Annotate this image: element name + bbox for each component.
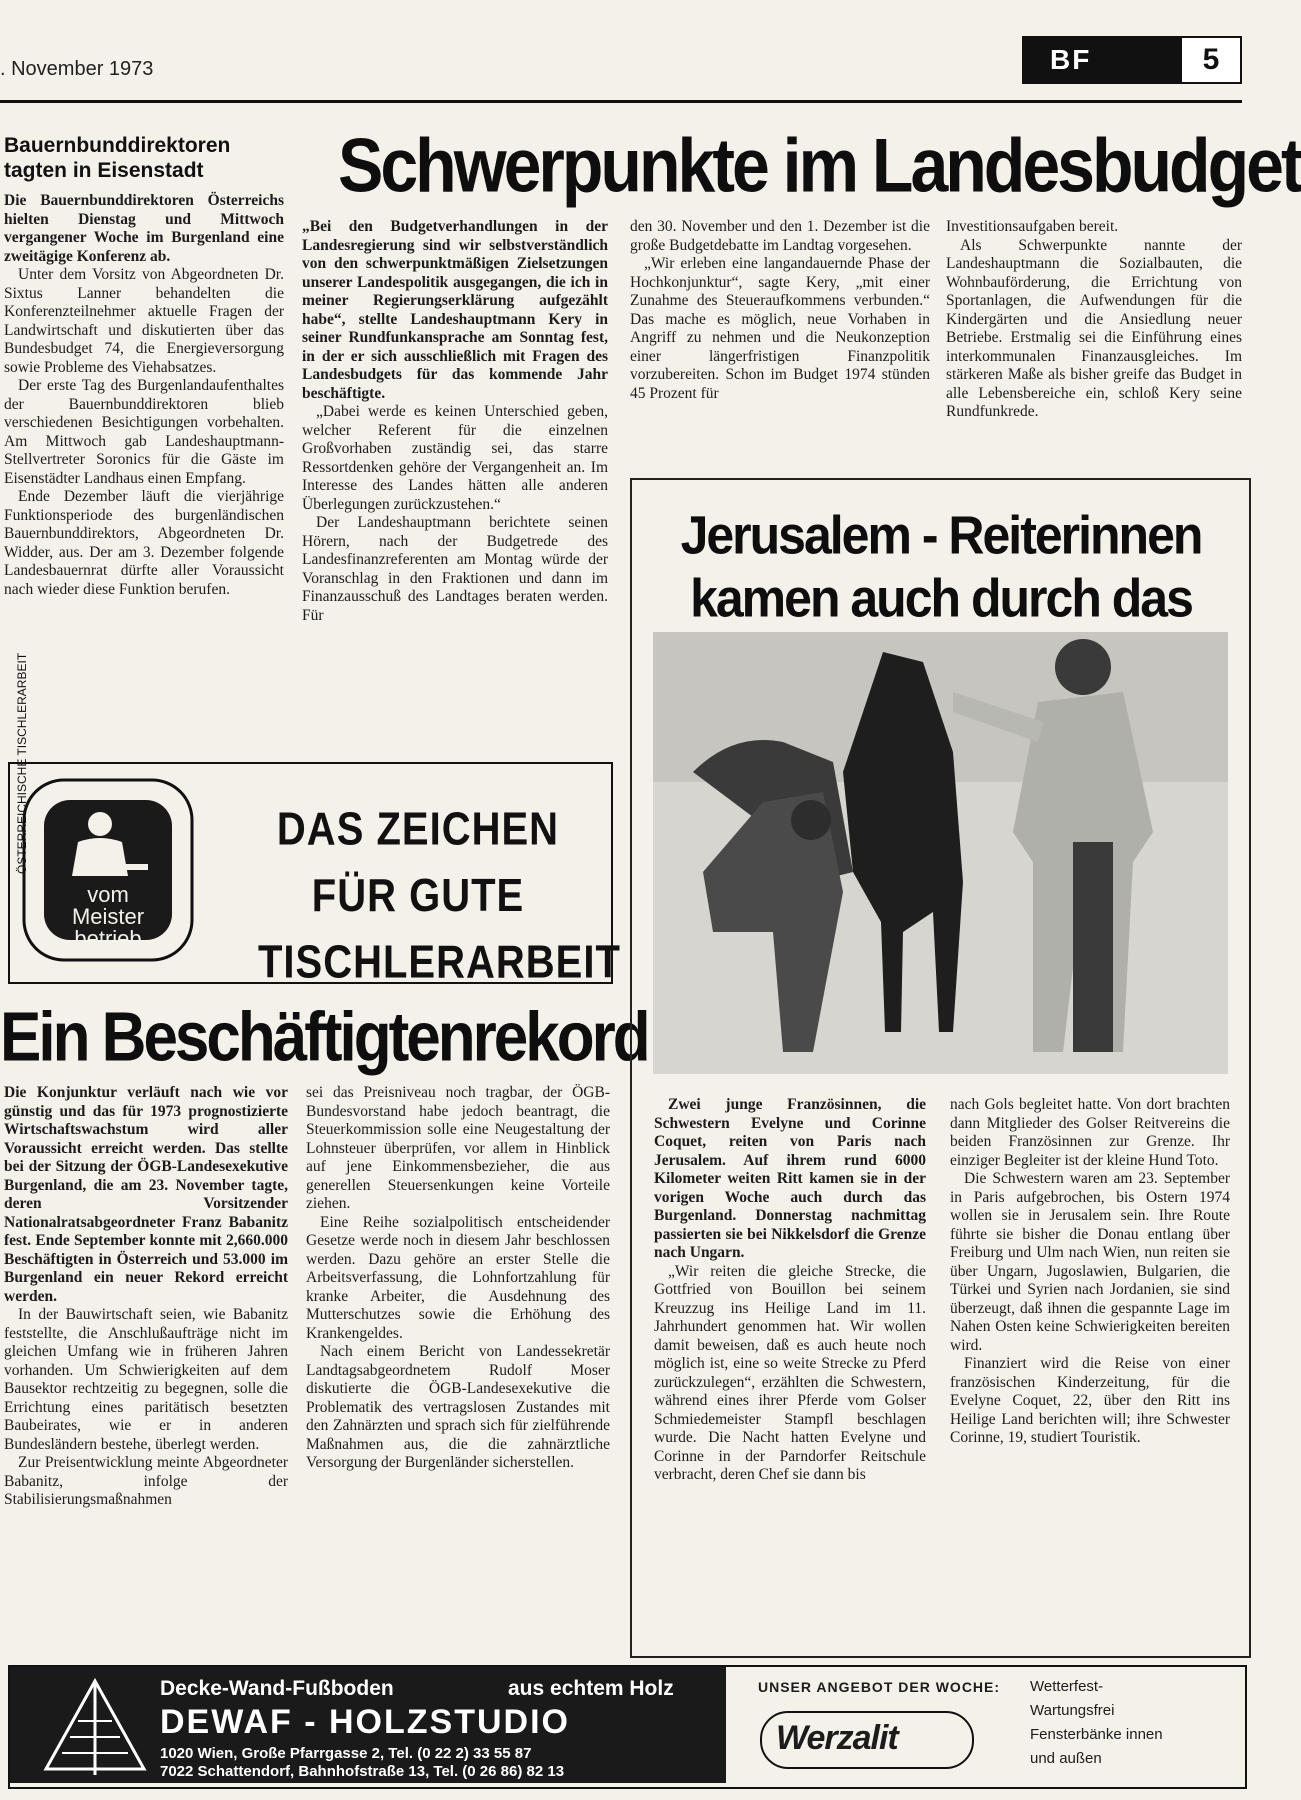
bauern-lead: Die Bauernbunddirektoren Österreichs hielten Dienstag und Mittwoch vergangener Woche im Burgenland eine zweitägige Konferenz ab. (4, 192, 284, 265)
dewaf-logo-icon (40, 1677, 150, 1777)
tischler-seal (15, 652, 198, 968)
jerusalem-headline: Jerusalem - Reiterinnen kamen auch durch das (680, 505, 1202, 629)
top-rule (0, 100, 1242, 103)
issue-date: . November 1973 (0, 58, 154, 80)
dewaf-address: 7022 Schattendorf, Bahnhofstraße 13, Tel. (0 26 86) 82 13 (160, 1763, 565, 1780)
slogan-line: DAS ZEICHEN (276, 804, 560, 855)
employment-paragraph: Zur Preisentwicklung meinte Abgeordneter Babanitz, infolge der Stabilisierungsmaßnahmen (4, 1454, 288, 1508)
bauern-headline: Bauernbunddirektoren tagten in Eisenstadt (4, 134, 231, 182)
jerusalem-col-2 (950, 1096, 1230, 1448)
offer-line: Wartungsfrei (1030, 1702, 1115, 1719)
budget-col-1 (302, 218, 608, 625)
bauern-article (4, 192, 284, 599)
offer-list (1030, 1675, 1163, 1771)
seal-line: vom (87, 882, 129, 907)
seal-ring-text: ÖSTERREICHISCHE TISCHLERARBEIT (15, 652, 29, 874)
dewaf-panel (10, 1667, 726, 1783)
offer-line: Wetterfest- (1030, 1678, 1104, 1695)
werzalit-logo (760, 1711, 974, 1769)
employment-col-2 (306, 1084, 610, 1473)
offer-line: Fensterbänke innen (1030, 1726, 1163, 1743)
seal-line: betrieb (74, 926, 142, 951)
jerusalem-paragraph: Finanziert wird die Reise von einer französischen Kinderzeitung, für die Evelyne Coquet, 22, über den Ritt ins Heilige Land berichten will; ihre Schwester Corinne, 19, studiert Touristik. (950, 1355, 1230, 1446)
dewaf-tagline-right: aus echtem Holz (508, 1677, 674, 1700)
seal-line: Meister (71, 904, 145, 929)
budget-col-2 (630, 218, 930, 403)
bauern-paragraph: Der erste Tag des Burgenlandaufenthaltes der Bauernbunddirektoren blieb verschiedenen Besichtigungen vorbehalten. Am Mittwoch gab Landeshauptmann-Stellvertreter Soronics für die Gäste im Eisenstädter Landhaus einen Empfang. (4, 377, 284, 487)
jerusalem-paragraph: „Wir reiten die gleiche Strecke, die Gottfried von Bouillon bei seinem Kreuzzug ins Heilige Land im 11. Jahrhundert genommen hat. Wir wollen damit beweisen, daß es auch heute noch möglich ist, eine so weite Strecke zu Pferd zurückzulegen“, erzählten die Schwestern, während eines ihrer Pferde vom Golser Schmiedemeister Stampfl beschlagen wurde. Die Nacht hatten Evelyne und Corinne in der Parndorfer Reitschule verbracht, deren Chef sie dann bis (654, 1262, 926, 1483)
photo-graphic (653, 632, 1228, 1074)
jerusalem-col-1 (654, 1096, 926, 1485)
bauern-paragraph: Ende Dezember läuft die vierjährige Funktionsperiode des burgenländischen Bauernbunddirektors, Abgeordneten Dr. Widder, aus. Der am 3. Dezember folgende Landesbauernrat dürfte aller Voraussicht nach wieder diese Funktion berufen. (4, 488, 284, 598)
employment-paragraph: sei das Preisniveau noch tragbar, der ÖGB-Bundesvorstand habe jedoch beantragt, die Steuerkommission solle eine Neugestaltung der Lohnsteuer überprüfen, vor allem in Hinblick auf jene Einkommensbezieher, die aus generellen Steuersenkungen keine Vorteile ziehen. (306, 1084, 610, 1212)
employment-paragraph: In der Bauwirtschaft seien, wie Babanitz feststellte, die Anschlußaufträge nicht im gleichen Umfang wie in früheren Jahren vorhanden. Um Schwierigkeiten auf dem Bausektor rechtzeitig zu begegnen, solle die Errichtung eines paritätisch besetzten Baubeirates, wie er in anderen Bundesländern bestehe, überlegt werden. (4, 1306, 288, 1453)
offer-line: und außen (1030, 1750, 1102, 1767)
budget-paragraph: den 30. November und den 1. Dezember ist die große Budgetdebatte im Landtag vorgesehen. (630, 218, 930, 254)
budget-paragraph: „Dabei werde es keinen Unterschied geben, welcher Referent für die einzelnen Großvorhaben zuständig sei, das starre Ressortdenken gehöre der Vergangenheit an. Im Interesse des Landes hätten alle anderen Überlegungen zurückzustehen.“ (302, 403, 608, 513)
dewaf-address: 1020 Wien, Große Pfarrgasse 2, Tel. (0 22 2) 33 55 87 (160, 1745, 532, 1762)
jerusalem-paragraph: Die Schwestern waren am 23. September in Paris aufgebrochen, bis Ostern 1974 wollen sie in Jerusalem sein. Ihre Route führte sie bisher die Donau entlang über Freiburg und Ulm nach Wien, nun reiten sie über Ungarn, Jugoslawien, Bulgarien, die Türkei und Syrien nach Jordanien, sie sind überzeugt, daß ihnen die gespannte Lage im Nahen Osten keine Schwierigkeiten bereiten wird. (950, 1170, 1230, 1354)
jerusalem-paragraph: nach Gols begleitet hatte. Von dort brachten dann Mitglieder des Golser Reitvereins die beiden Französinnen zur Grenze. Ihr einziger Begleiter ist der kleine Hund Toto. (950, 1096, 1230, 1169)
budget-paragraph: Investitionsaufgaben bereit. (946, 218, 1119, 235)
werzalit-panel (726, 1667, 1241, 1783)
budget-paragraph: „Wir erleben eine langandauernde Phase der Hochkonjunktur“, sagte Kery, „mit einer Zunahme des Steueraufkommens verbunden.“ Das mache es möglich, neue Vorhaben in Angriff zu nehmen und die Neukonzeption einer längerfristigen Finanzpolitik vorzubereiten. Schon im Budget 1974 stünden 45 Prozent für (630, 255, 930, 402)
employment-lead: Die Konjunktur verläuft nach wie vor günstig und das für 1973 prognostizierte Wirtschaftswachstum wird aller Voraussicht erreicht werden. Das stellte bei der Sitzung der ÖGB-Landesexekutive Burgenland, die am 23. November tagte, deren Vorsitzender Nationalratsabgeordneter Franz Babanitz fest. Ende September konnte mit 2,660.000 Beschäftigten in Österreich und 53.000 im Burgenland ein neuer Rekord erreicht werden. (4, 1084, 288, 1305)
jerusalem-lead: Zwei junge Französinnen, die Schwestern Evelyne und Corinne Coquet, reiten von Paris nach Jerusalem. Auf ihrem rund 6000 Kilometer weiten Ritt kamen sie in der vorigen Woche auch durch das Burgenland. Donnerstag nachmittag passierten sie bei Nikkelsdorf die Grenze nach Ungarn. (654, 1096, 926, 1261)
riders-photo (653, 632, 1228, 1074)
werzalit-brand: Werzalit (776, 1719, 898, 1757)
bauern-paragraph: Unter dem Vorsitz von Abgeordneten Dr. Sixtus Lanner behandelten die Konferenzteilnehmer aktuelle Fragen der Landwirtschaft und diskutierten über das Bundesbudget 74, die Energieversorgung sowie Probleme des Viehabsatzes. (4, 266, 284, 376)
page-number: 5 (1182, 38, 1240, 82)
slogan-line: FÜR GUTE (311, 870, 525, 922)
employment-paragraph: Nach einem Bericht von Landessekretär Landtagsabgeordnetem Rudolf Moser diskutierte die ÖGB-Landesexekutive die Problematik des vertragslosen Zustandes mit den Zahnärzten und sprach sich für zielführende Maßnahmen aus, die die zahnärztliche Versorgung der Burgenländer sicherstellen. (306, 1343, 610, 1471)
dewaf-name: DEWAF - HOLZSTUDIO (160, 1703, 570, 1741)
dewaf-tagline-left: Decke-Wand-Fußboden (160, 1677, 394, 1700)
employment-col-1 (4, 1084, 288, 1510)
slogan-line: TISCHLERARBEIT (258, 937, 621, 989)
offer-label: UNSER ANGEBOT DER WOCHE: (758, 1679, 1001, 1695)
budget-col-3 (946, 218, 1242, 422)
section-label: BF (1050, 44, 1092, 75)
employment-headline: Ein Beschäftigtenrekord (0, 999, 648, 1077)
section-page-box (1022, 36, 1242, 84)
tischler-slogan (258, 796, 621, 996)
budget-paragraph: Der Landeshauptmann berichtete seinen Hörern, nach der Budgetrede des Landesfinanzreferenten am Montag würde der Voranschlag in den Fraktionen und dann im Finanzausschuß des Landtages beraten werden. Für (302, 514, 608, 624)
budget-headline: Schwerpunkte im Landesbudget (338, 123, 1301, 209)
budget-paragraph: Als Schwerpunkte nannte der Landeshauptmann die Sozialbauten, die Wohnbauförderung, die Errichtung von Sportanlagen, die Aufwendungen für die Kindergärten und die Ansiedlung neuer Betriebe. Erstmalig sei die Einführung eines interkommunalen Finanzausgleiches. Im stärkeren Maße als bisher greife das Budget in alle Lebensbereiche ein, schloß Kery seine Rundfunkrede. (946, 236, 1242, 420)
employment-paragraph: Eine Reihe sozialpolitisch entscheidender Gesetze werde noch in diesem Jahr beschlossen werden. Dazu gehöre an erster Stelle die Arbeitsverfassung, die Lohnfortzahlung für kranke Arbeiter, die Ausdehnung des Mutterschutzes sowie die Erhöhung des Krankengeldes. (306, 1213, 610, 1342)
budget-lead: „Bei den Budgetverhandlungen in der Landesregierung sind wir selbstverständlich von den schwerpunktmäßigen Zielsetzungen unserer Landespolitik ausgegangen, die ich in meiner Regierungserklärung aufgezählt habe“, stellte Landeshauptmann Kery in seiner Rundfunkansprache am Sonntag fest, in der er sich ausschließlich mit Fragen des Landesbudgets für das kommende Jahr beschäftigte. (302, 218, 608, 402)
